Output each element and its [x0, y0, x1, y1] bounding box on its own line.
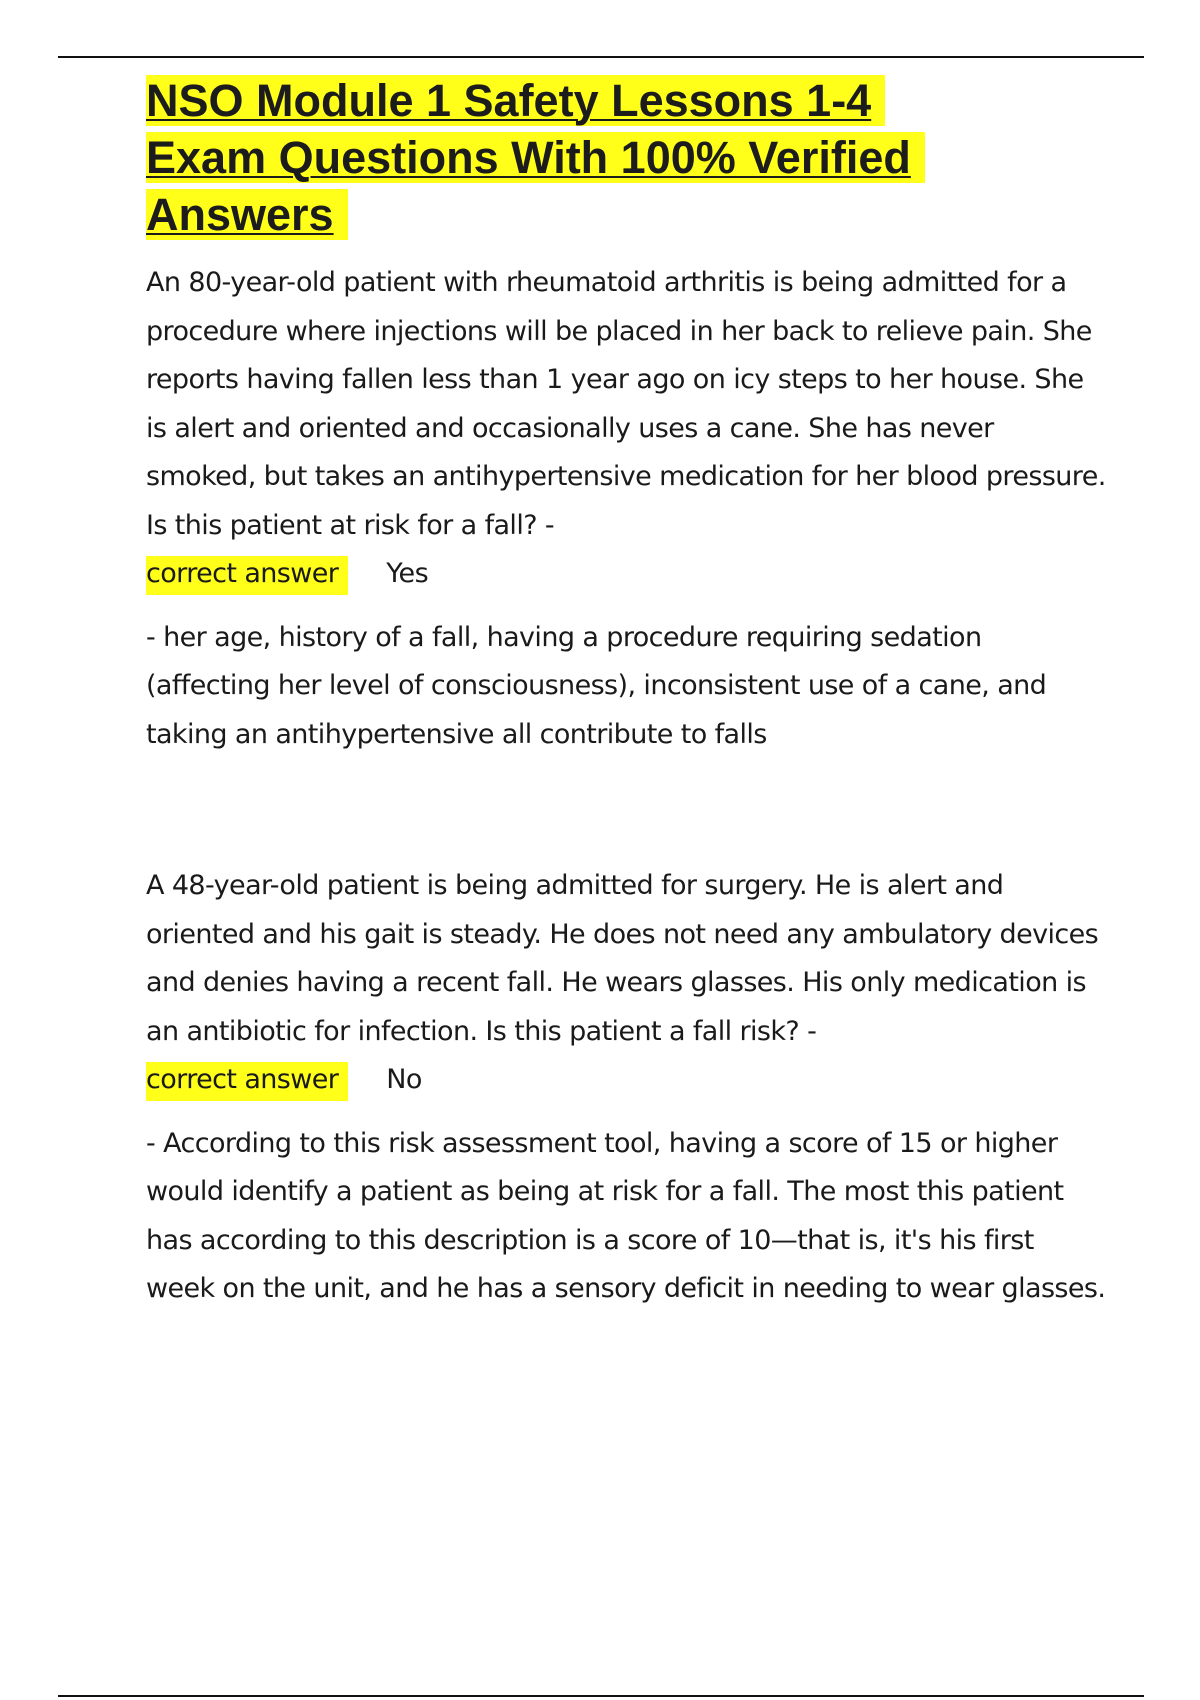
top-rule — [58, 56, 1144, 58]
answer-line-2 — [146, 1056, 1106, 1105]
correct-answer-label-2: correct answer — [146, 1062, 348, 1101]
answer-value-1: Yes — [386, 558, 429, 589]
title-line-3: Answers — [146, 189, 348, 240]
document-title — [146, 72, 1106, 243]
explanation-1: - her age, history of a fall, having a procedure requiring sedation (affecting her level of consciousness), inconsistent use of a cane, and taking an antihypertensive all contribute to falls — [146, 621, 1047, 750]
question-1-text: An 80-year-old patient with rheumatoid arthritis is being admitted for a procedure where injections will be placed in her back to relieve pain. She reports having fallen less than 1 year ago on icy steps to her house. She is alert and oriented and occasionally uses a cane. She has never smoked, but takes an antihypertensive medication for her blood pressure. Is this patient at risk for a fall? - — [146, 267, 1106, 541]
question-2-text: A 48-year-old patient is being admitted for surgery. He is alert and oriented and his gait is steady. He does not need any ambulatory devices and denies having a recent fall. He wears glasses. His only medication is an antibiotic for infection. Is this patient a fall risk? - — [146, 870, 1099, 1047]
answer-value-2: No — [386, 1064, 422, 1095]
explanation-2: - According to this risk assessment tool, having a score of 15 or higher would identify a patient as being at risk for a fall. The most this patient has according to this description is a score of 10—that is, it's his first week on the unit, and he has a sensory deficit in needing to wear glasses. — [146, 1127, 1106, 1304]
document-body — [146, 72, 1106, 1314]
question-text-2 — [146, 862, 1106, 1105]
correct-answer-label-1: correct answer — [146, 556, 348, 595]
title-line-2: Exam Questions With 100% Verified — [146, 132, 925, 183]
answer-line-1 — [146, 550, 1106, 599]
title-line-1: NSO Module 1 Safety Lessons 1-4 — [146, 75, 885, 126]
bottom-rule — [58, 1695, 1144, 1697]
question-text-1 — [146, 259, 1106, 599]
question-block-1 — [146, 259, 1106, 759]
question-block-2 — [146, 862, 1106, 1314]
